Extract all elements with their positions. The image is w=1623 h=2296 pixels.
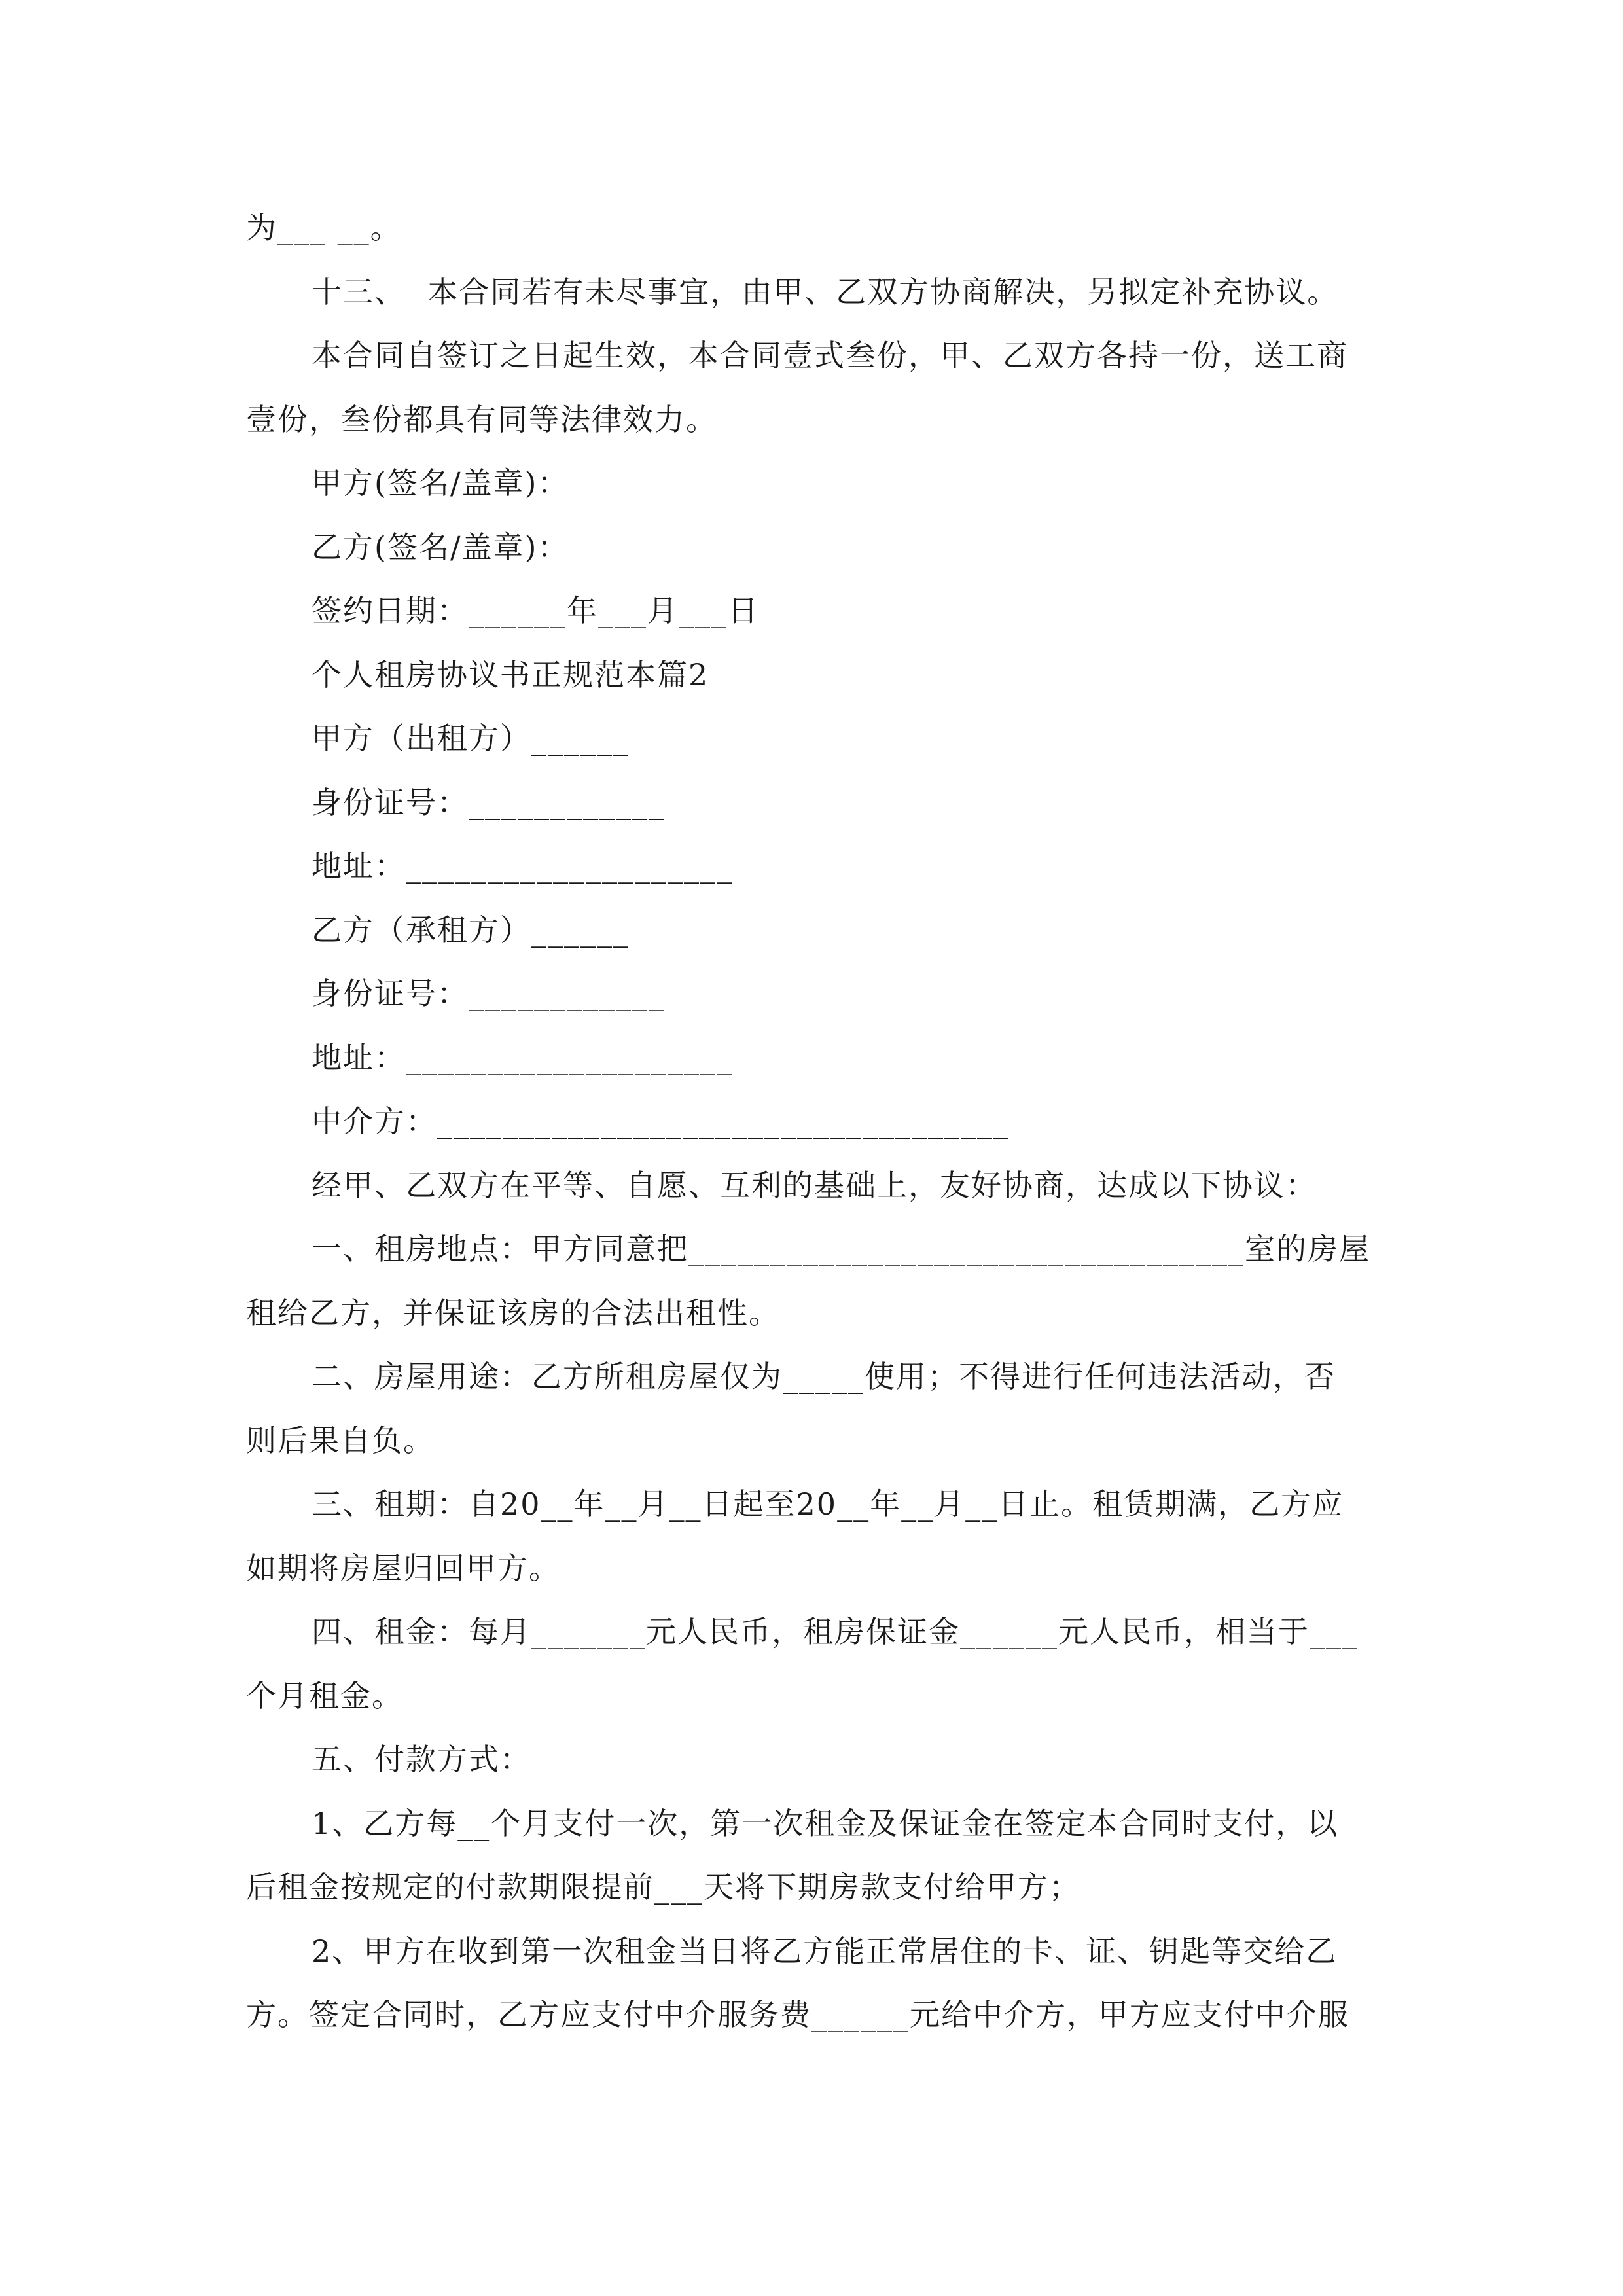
text-line-29: 方。签定合同时，乙方应支付中介服务费______元给中介方，甲方应支付中介服 [246, 1997, 1349, 2032]
text-line-7: 签约日期：______年___月___日 [312, 593, 759, 628]
text-line-5: 甲方(签名/盖章)： [312, 465, 569, 501]
text-line-28: 2、甲方在收到第一次租金当日将乙方能正常居住的卡、证、钥匙等交给乙 [312, 1933, 1338, 1969]
text-line-10: 身份证号：____________ [312, 785, 665, 820]
text-line-4: 壹份，叁份都具有同等法律效力。 [246, 402, 717, 437]
text-line-26: 1、乙方每__个月支付一次，第一次租金及保证金在签定本合同时支付，以 [312, 1806, 1339, 1841]
text-line-20: 则后果自负。 [246, 1423, 435, 1458]
text-line-21: 三、租期：自20__年__月__日起至20__年__月__日止。租赁期满，乙方应 [312, 1486, 1344, 1522]
text-line-25: 五、付款方式： [312, 1742, 531, 1777]
text-line-11: 地址：____________________ [312, 848, 733, 884]
text-line-3: 本合同自签订之日起生效，本合同壹式叁份，甲、乙双方各持一份，送工商 [312, 338, 1348, 373]
text-line-22: 如期将房屋归回甲方。 [246, 1551, 560, 1586]
text-line-17: 一、租房地点：甲方同意把__________________________________室的房屋 [312, 1231, 1370, 1266]
text-line-18: 租给乙方，并保证该房的合法出租性。 [246, 1295, 780, 1331]
text-line-13: 身份证号：____________ [312, 976, 665, 1011]
text-line-15: 中介方：___________________________________ [312, 1103, 1010, 1139]
text-line-9: 甲方（出租方）______ [312, 721, 630, 756]
text-line-16: 经甲、乙双方在平等、自愿、互利的基础上，友好协商，达成以下协议： [312, 1168, 1317, 1203]
text-line-24: 个月租金。 [246, 1678, 403, 1713]
text-line-19: 二、房屋用途：乙方所租房屋仅为_____使用；不得进行任何违法活动，否 [312, 1359, 1336, 1394]
text-line-23: 四、租金：每月_______元人民币，租房保证金______元人民币，相当于___ [312, 1614, 1359, 1649]
text-line-6: 乙方(签名/盖章)： [312, 529, 569, 565]
text-line-2: 十三、 本合同若有未尽事宜，由甲、乙双方协商解决，另拟定补充协议。 [312, 274, 1339, 310]
section-title: 个人租房协议书正规范本篇2 [312, 657, 709, 692]
text-line-27: 后租金按规定的付款期限提前___天将下期房款支付给甲方； [246, 1869, 1080, 1905]
text-line-1: 为___ __。 [246, 210, 402, 245]
text-line-12: 乙方（承租方）______ [312, 912, 630, 948]
text-line-14: 地址：____________________ [312, 1040, 733, 1075]
